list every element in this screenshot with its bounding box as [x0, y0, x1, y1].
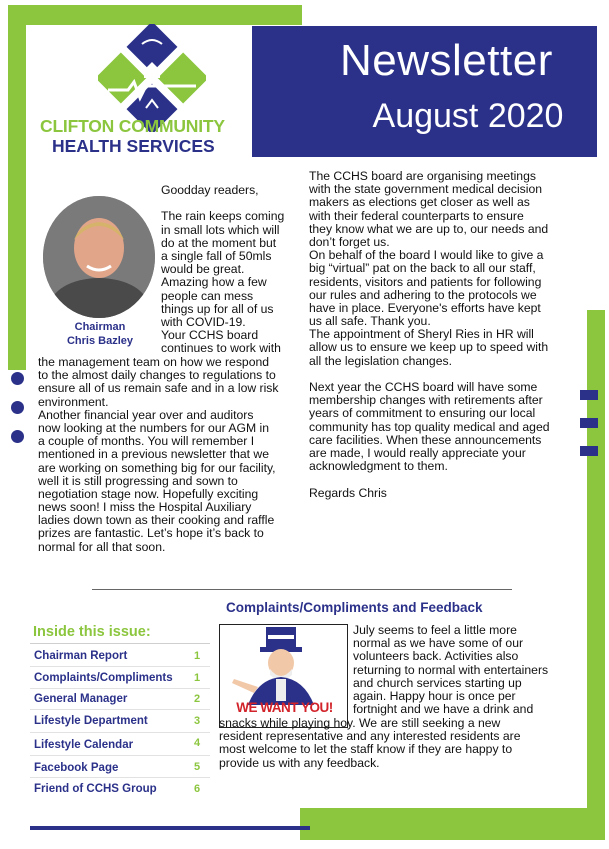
right-column-text [309, 170, 579, 500]
bottom-rule [30, 826, 310, 830]
org-name-line1: CLIFTON COMMUNITY [40, 116, 225, 136]
edge-marker [580, 418, 598, 428]
body-line: normal for all that soon. [38, 540, 166, 554]
frame-bottom-bar [300, 808, 605, 840]
intro-line: would be great. [161, 263, 245, 277]
complaints-text-top [353, 624, 568, 716]
newsletter-title: Newsletter [340, 36, 553, 85]
intro-line: The rain keeps coming [161, 210, 285, 224]
toc-page-number: 3 [194, 715, 201, 727]
body-line: provide us with any feedback. [219, 756, 380, 770]
body-line: volunteers back. Activities also [353, 650, 519, 664]
body-line: the management team on how we respond [38, 356, 270, 369]
toc-page-number: 1 [194, 672, 201, 684]
body-line: fortnight and we have a drink and [353, 703, 534, 717]
body-line: news soon! I miss the Hospital Auxiliary [38, 501, 252, 515]
photo-caption-role: Chairman [74, 321, 126, 333]
intro-line: people can mess [161, 289, 254, 303]
body-line: allow us to ensure we keep up to speed with [309, 341, 549, 355]
toc-page-number: 4 [194, 737, 201, 749]
intro-line [161, 197, 304, 210]
bullet-dot [11, 401, 24, 414]
toc-rule [30, 666, 210, 667]
bullet-dot [11, 430, 24, 443]
body-line: Next year the CCHS board will have some [309, 381, 538, 394]
body-line: resident representative and any interested residents are [219, 730, 521, 744]
body-line: residents, visitors and patients for following [309, 275, 542, 289]
bullet-dot [11, 372, 24, 385]
body-line: well it is still progressing and sown to [38, 474, 238, 488]
edge-marker [580, 390, 598, 400]
inside-issue-heading: Inside this issue: [33, 624, 151, 640]
complaints-text-bottom [219, 717, 569, 770]
inside-issue-rule [30, 643, 210, 644]
portrait-icon [43, 196, 155, 318]
chairman-photo [43, 196, 155, 318]
toc-page-number: 2 [194, 693, 201, 705]
body-line: Another financial year over and auditors [38, 408, 254, 422]
body-line: July seems to feel a little more [353, 624, 517, 637]
org-name-line2: HEALTH SERVICES [52, 136, 215, 156]
frame-left-bar [8, 5, 26, 370]
intro-line: do at the moment but [161, 236, 277, 250]
body-line: On behalf of the board I would like to give a [309, 249, 544, 263]
body-line: membership changes with retirements after [309, 394, 543, 408]
body-line: are working on something big for our facility, [38, 461, 276, 475]
body-line: big “virtual” pat on the back to all our staff, [309, 262, 536, 276]
toc-item-complaints[interactable]: Complaints/Compliments [34, 672, 173, 684]
body-line: negotiation stage now. Hopefully exciting [38, 487, 259, 501]
toc-item-friend-of-cchs[interactable]: Friend of CCHS Group [34, 783, 157, 795]
toc-rule [30, 688, 210, 689]
intro-line: continues to work with [161, 342, 281, 356]
body-line: now looking at the numbers for our AGM in [38, 421, 270, 435]
body-line: with their federal counterparts to ensure [309, 209, 524, 223]
toc-item-general-manager[interactable]: General Manager [34, 693, 128, 705]
section-divider [92, 589, 512, 590]
body-line: to the almost daily changes to regulations to [38, 369, 276, 383]
body-line: acknowledgment to them. [309, 460, 448, 474]
toc-rule [30, 777, 210, 778]
body-line: they know what we are up to, our needs and [309, 222, 549, 236]
body-line: with the state government medical decision [309, 183, 543, 197]
toc-page-number: 6 [194, 783, 201, 795]
intro-line: Your CCHS board [161, 329, 259, 343]
poster-text: WE WANT YOU! [236, 700, 333, 715]
body-line: returning to normal with entertainers [353, 663, 549, 677]
body-line: have in place. Everyone's efforts have kept [309, 301, 541, 315]
toc-item-chairman-report[interactable]: Chairman Report [34, 650, 128, 662]
body-line: again. Happy hour is once per [353, 689, 516, 703]
frame-top-bar [8, 5, 302, 25]
body-line [309, 473, 579, 486]
toc-item-lifestyle-calendar[interactable]: Lifestyle Calendar [34, 739, 134, 751]
body-line [309, 368, 579, 381]
body-line: makers as elections get closer as well as [309, 196, 530, 210]
toc-page-number: 1 [194, 650, 201, 662]
body-line: and church services starting up [353, 676, 522, 690]
body-line: prizes are fantastic. Let’s hope it’s back to [38, 527, 264, 541]
body-line: us all safe. Thank you. [309, 315, 431, 329]
chairman-report-text [38, 356, 300, 554]
intro-line: Goodday readers, [161, 184, 259, 197]
body-line: normal as we have some of our [353, 637, 524, 651]
toc-rule [30, 755, 210, 756]
toc-rule [30, 732, 210, 733]
intro-line: Amazing how a few [161, 276, 267, 290]
body-line: The CCHS board are organising meetings [309, 170, 536, 183]
uncle-sam-figure-icon [220, 625, 347, 705]
photo-caption-name: Chris Bazley [66, 335, 134, 347]
issue-date: August 2020 [372, 97, 564, 135]
body-line: years of commitment to ensuring our local [309, 407, 536, 421]
body-line: our rules and adhering to the protocols we [309, 288, 537, 302]
toc-item-lifestyle-department[interactable]: Lifestyle Department [34, 715, 148, 727]
body-line: mentioned in a previous newsletter that we [38, 448, 270, 462]
body-line: community has top quality medical and aged [309, 420, 550, 434]
intro-line: in small lots which will [161, 223, 280, 237]
body-line: ladies down town as their cooking and raffle [38, 514, 275, 528]
body-line: all the legislation changes. [309, 354, 452, 368]
intro-text [161, 184, 304, 355]
edge-marker [580, 446, 598, 456]
intro-line: a single fall of 50mls [161, 249, 272, 263]
body-line: ensure all of us remain safe and in a low risk [38, 382, 279, 396]
body-line: are made, I would really appreciate your [309, 446, 526, 460]
toc-item-facebook-page[interactable]: Facebook Page [34, 762, 119, 774]
body-line: don’t forget us. [309, 235, 390, 249]
body-line: Regards Chris [309, 486, 387, 500]
intro-line: things up for all of us [161, 302, 274, 316]
complaints-heading: Complaints/Compliments and Feedback [226, 600, 483, 615]
uncle-sam-poster-icon [219, 624, 348, 728]
body-line: snacks while playing hoy. We are still seeking a new [219, 717, 501, 730]
body-line: care facilities. When these announcements [309, 433, 542, 447]
body-line: The appointment of Sheryl Ries in HR will [309, 328, 534, 342]
intro-line: with COVID-19. [161, 315, 246, 329]
body-line: environment. [38, 395, 109, 409]
toc-rule [30, 709, 210, 710]
body-line: a couple of months. You will remember I [38, 435, 255, 449]
body-line: most welcome to let the staff know if they are happy to [219, 743, 513, 757]
toc-page-number: 5 [194, 761, 201, 773]
